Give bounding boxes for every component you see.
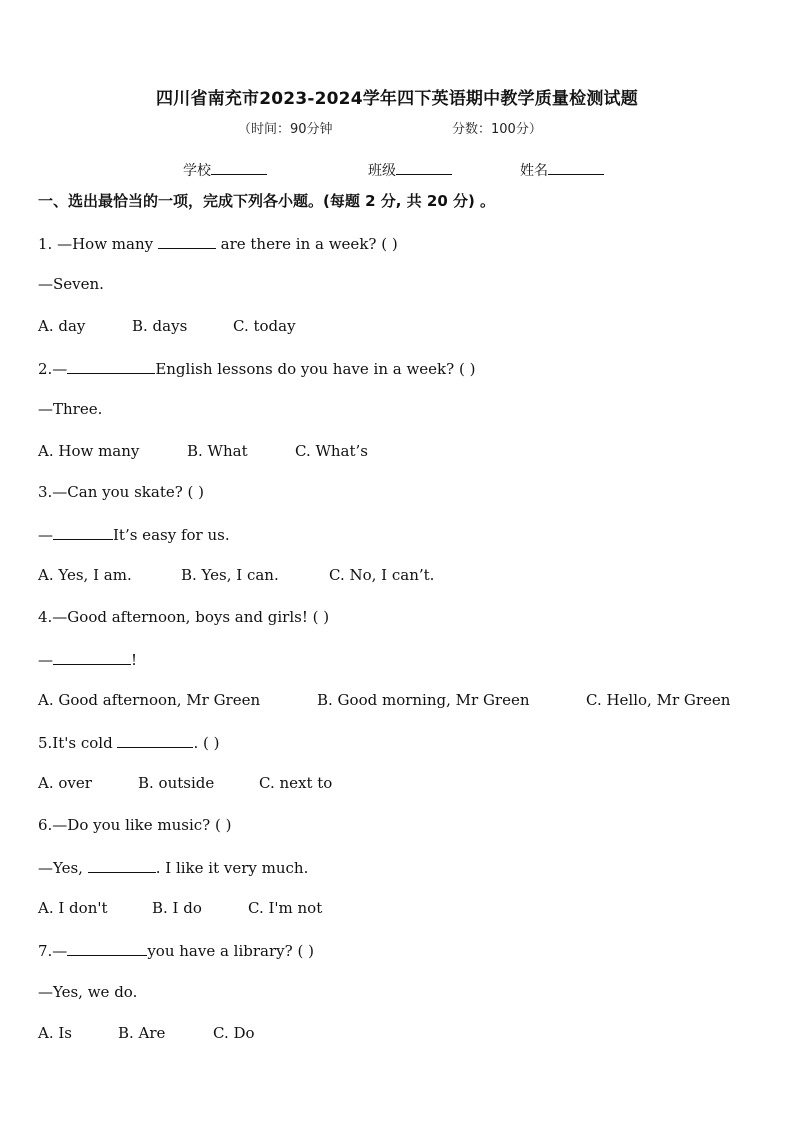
question-3-prompt: 3.—Can you skate? ( ) [38,483,205,501]
question-3-option-c[interactable]: C. No, I can’t. [329,566,435,584]
question-6-option-c[interactable]: C. I'm not [248,899,323,917]
question-5-text-a: 5.It's cold [38,734,118,752]
question-2-text-a: 2.— [38,360,68,378]
question-6-option-a[interactable]: A. I don't [38,899,108,917]
section-1-heading: 一、选出最恰当的一项，完成下列各小题。(每题 2 分, 共 20 分) 。 [38,192,496,210]
question-7-text-b: you have a library? ( ) [147,942,314,960]
question-1-option-b[interactable]: B. days [132,317,188,335]
question-3-options [38,565,434,585]
question-7-answer: —Yes, we do. [38,983,138,1001]
question-2-blank[interactable] [67,358,155,374]
question-6-answer-text-a: —Yes, [38,859,88,877]
question-1-option-a[interactable]: A. day [38,317,86,335]
question-6-option-b[interactable]: B. I do [152,899,202,917]
name-blank[interactable] [548,160,604,175]
question-2-option-c[interactable]: C. What’s [295,442,368,460]
question-6-answer-text-b: . I like it very much. [155,859,309,877]
question-7-blank[interactable] [67,940,147,956]
question-1-blank[interactable] [158,233,216,249]
question-4-answer-text: ! [131,651,138,669]
question-5-options [38,773,332,793]
exam-title: 四川省南充市2023-2024学年四下英语期中教学质量检测试题 [156,89,638,109]
question-2-option-b[interactable]: B. What [187,442,248,460]
question-3-answer-dash: — [38,526,53,544]
question-4-blank[interactable] [53,649,131,665]
question-5-prompt [38,732,219,753]
question-7-option-c[interactable]: C. Do [213,1024,255,1042]
question-1-text-b: are there in a week? ( ) [215,235,398,253]
question-7-options [38,1023,255,1043]
school-blank[interactable] [211,160,267,175]
question-5-text-b: . ( ) [193,734,220,752]
question-6-options [38,898,322,918]
question-1-options [38,316,296,336]
class-blank[interactable] [396,160,452,175]
question-2-answer: —Three. [38,400,103,418]
question-5-option-c[interactable]: C. next to [259,774,333,792]
question-3-answer [38,524,230,545]
question-4-prompt: 4.—Good afternoon, boys and girls! ( ) [38,608,330,626]
question-4-answer-dash: — [38,651,53,669]
question-7-option-b[interactable]: B. Are [118,1024,166,1042]
class-field[interactable] [368,160,452,180]
question-3-blank[interactable] [53,524,113,540]
question-1-text-a: 1. —How many [38,235,158,253]
question-1-option-c[interactable]: C. today [233,317,296,335]
class-label: 班级 [368,163,396,179]
name-field[interactable] [520,160,604,180]
school-label: 学校 [183,163,211,179]
question-7-text-a: 7.— [38,942,68,960]
school-field[interactable] [183,160,267,180]
question-3-option-a[interactable]: A. Yes, I am. [38,566,132,584]
question-1-prompt [38,233,398,254]
question-4-option-a[interactable]: A. Good afternoon, Mr Green [38,691,261,709]
question-7-option-a[interactable]: A. Is [38,1024,72,1042]
score-note: 分数：100分） [452,122,542,137]
question-4-options [38,690,730,710]
question-4-answer [38,649,137,670]
question-6-blank[interactable] [88,857,156,873]
question-2-text-b: English lessons do you have in a week? ( ) [155,360,476,378]
question-2-options [38,441,368,461]
question-2-prompt [38,358,475,379]
question-5-blank[interactable] [117,732,193,748]
question-5-option-a[interactable]: A. over [38,774,92,792]
question-4-option-b[interactable]: B. Good morning, Mr Green [317,691,530,709]
question-1-answer: —Seven. [38,275,104,293]
time-note: （时间：90分钟 [238,122,333,137]
name-label: 姓名 [520,163,548,179]
question-7-prompt [38,940,314,961]
question-4-option-c[interactable]: C. Hello, Mr Green [586,691,731,709]
question-6-answer [38,857,308,878]
question-3-answer-text: It’s easy for us. [113,526,230,544]
question-5-option-b[interactable]: B. outside [138,774,215,792]
question-2-option-a[interactable]: A. How many [38,442,140,460]
question-3-option-b[interactable]: B. Yes, I can. [181,566,279,584]
question-6-prompt: 6.—Do you like music? ( ) [38,816,232,834]
